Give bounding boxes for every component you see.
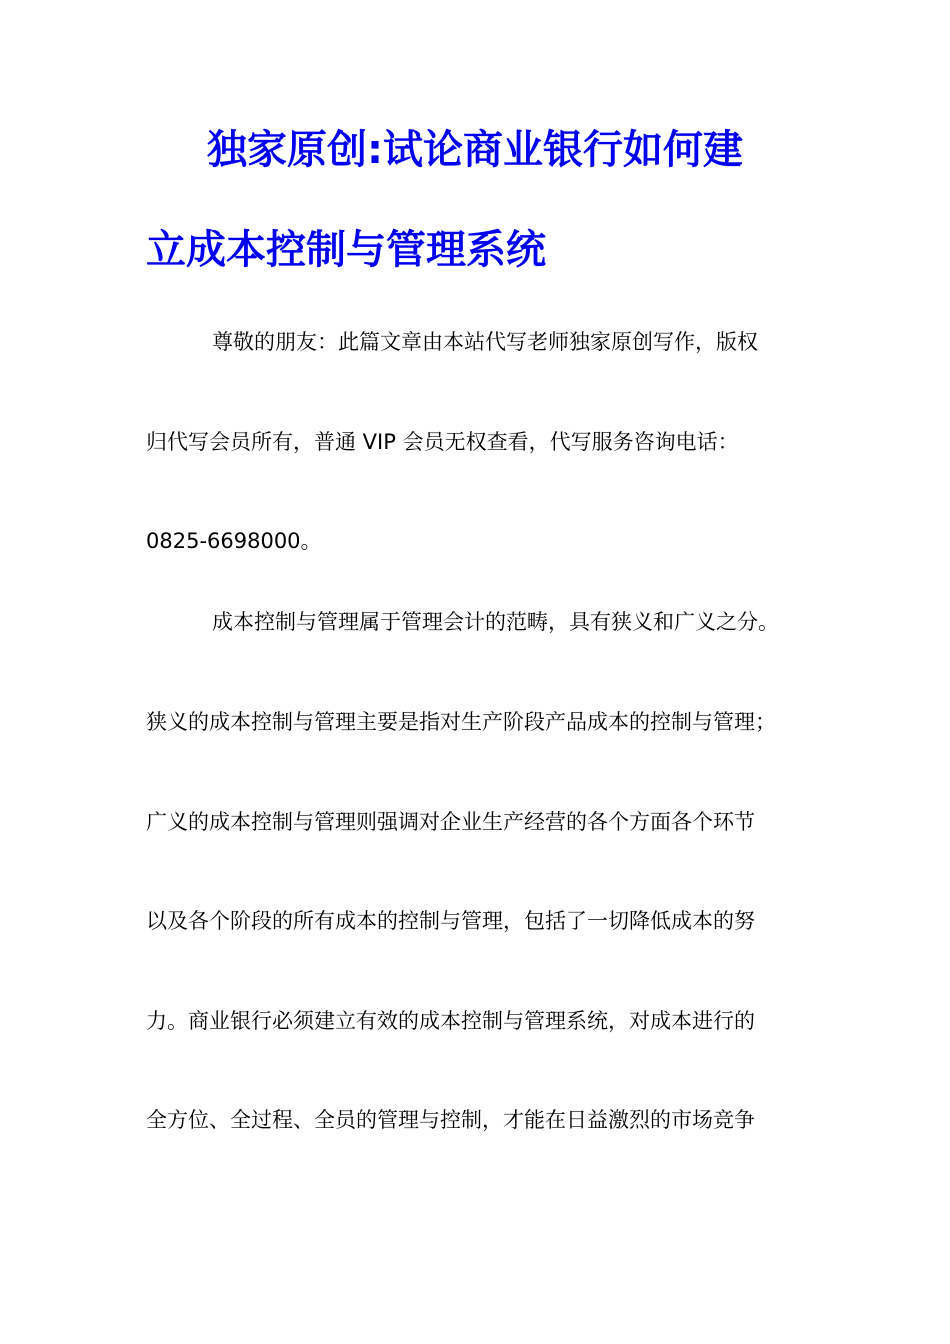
document-title-line-1: 独家原创:试论商业银行如何建 bbox=[207, 127, 743, 173]
body-line-1: 成本控制与管理属于管理会计的范畴，具有狭义和广义之分。 bbox=[212, 610, 779, 634]
body-line-4: 以及各个阶段的所有成本的控制与管理，包括了一切降低成本的努 bbox=[146, 909, 755, 933]
document-title-line-2: 立成本控制与管理系统 bbox=[146, 227, 546, 273]
notice-line-1: 尊敬的朋友：此篇文章由本站代写老师独家原创写作，版权 bbox=[212, 330, 758, 354]
body-line-6: 全方位、全过程、全员的管理与控制，才能在日益激烈的市场竞争 bbox=[146, 1108, 755, 1132]
body-line-2: 狭义的成本控制与管理主要是指对生产阶段产品成本的控制与管理； bbox=[146, 710, 776, 734]
body-line-5: 力。商业银行必须建立有效的成本控制与管理系统，对成本进行的 bbox=[146, 1009, 755, 1033]
notice-line-2: 归代写会员所有，普通 VIP 会员无权查看，代写服务咨询电话： bbox=[146, 430, 739, 454]
notice-line-3-phone: 0825-6698000。 bbox=[146, 529, 322, 553]
body-line-3: 广义的成本控制与管理则强调对企业生产经营的各个方面各个环节 bbox=[146, 810, 755, 834]
